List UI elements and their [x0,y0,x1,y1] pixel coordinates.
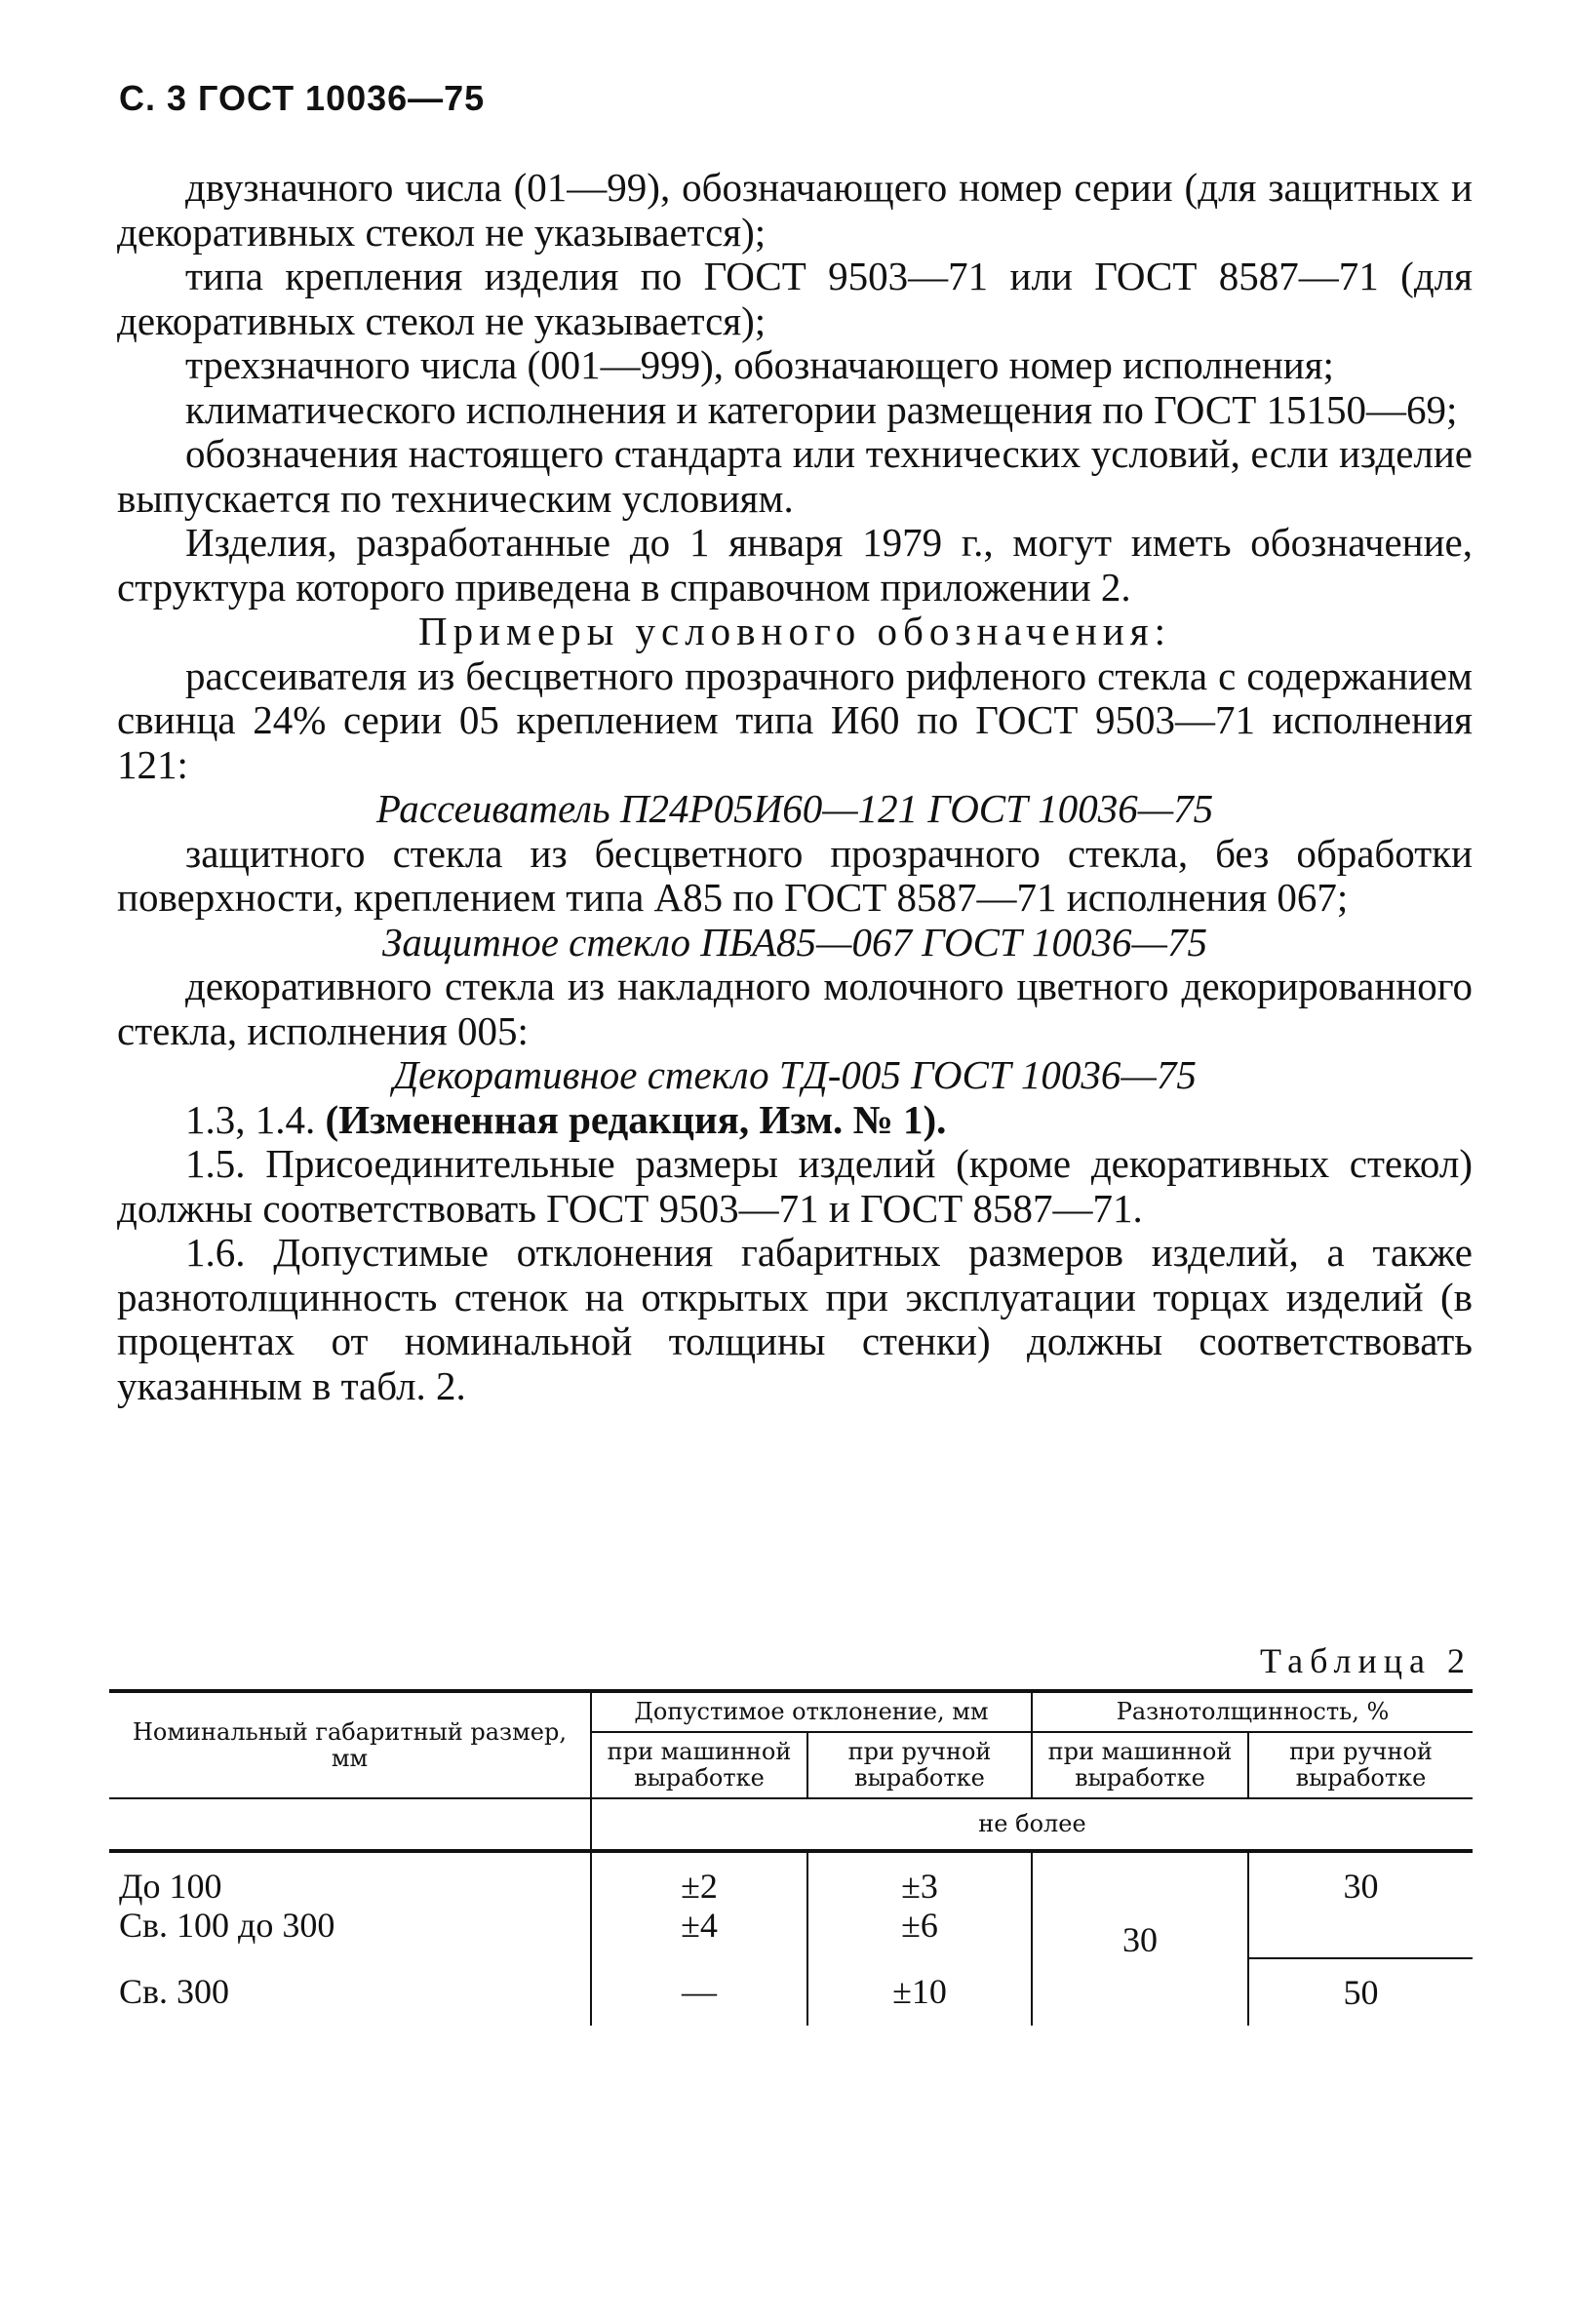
amendment-prefix: 1.3, 1.4. [185,1096,316,1142]
thick-manual-cell: 50 [1248,1958,1473,2026]
thick-manual-cell: 30 [1248,1851,1473,1958]
paragraph: трехзначного числа (001—999), обозначающего номер исполнения; [185,342,1334,387]
row-label: До 100 [119,1867,222,1906]
paragraph: климатического исполнения и категории размещения по ГОСТ 15150—69; [185,386,1458,432]
amendment-note [117,1098,1473,1143]
dev-manual-cell [807,1851,1032,1958]
clause-1-5: 1.5. Присоединительные размеры изделий (кроме декоративных стекол) должны соответствовать ГОСТ 9503—71 и ГОСТ 8587—71. [117,1141,1473,1231]
paragraph: Изделия, разработанные до 1 января 1979 г., могут иметь обозначение, структура которого приведена в справочном приложении 2. [117,520,1473,610]
example-text: декоративного стекла из накладного молочного цветного декорированного стекла, исполнения 005: [117,964,1473,1053]
example-text: защитного стекла из бесцветного прозрачного стекла, без обработки поверхности, креплением типа А85 по ГОСТ 8587—71 исполнения 067; [117,830,1473,920]
header-deviation: Допустимое отклонение, мм [591,1691,1032,1732]
value: ±6 [901,1906,938,1945]
table-row [109,1958,1473,2026]
header-machine: при машинной выработке [591,1732,807,1798]
header-empty [109,1798,591,1851]
row-labels [109,1851,591,1958]
header-manual: при ручной выработке [1248,1732,1473,1798]
header-machine: при машинной выработке [1032,1732,1248,1798]
example-designation: Защитное стекло ПБА85—067 ГОСТ 10036—75 [382,919,1207,965]
table-caption: Таблица 2 [1260,1641,1472,1680]
body-text [117,166,1473,1408]
page-header: С. 3 ГОСТ 10036—75 [119,78,486,118]
clause-1-6: 1.6. Допустимые отклонения габаритных размеров изделий, а также разнотолщинность стенок на открытых при эксплуатации торцах изделий (в процентах от номинальной толщины стенки) должны соответствовать указанным в табл. 2. [117,1230,1473,1408]
tolerance-table [109,1689,1473,2026]
header-nominal: Номинальный габаритный размер, мм [109,1691,591,1798]
paragraph: типа крепления изделия по ГОСТ 9503—71 или ГОСТ 8587—71 (для декоративных стекол не указывается); [117,254,1473,343]
dev-machine-cell [591,1851,807,1958]
value: ±2 [681,1867,718,1906]
example-designation: Рассеиватель П24Р05И60—121 ГОСТ 10036—75 [375,786,1214,831]
dev-manual-cell: ±10 [807,1958,1032,2026]
value: ±4 [681,1906,718,1945]
header-manual: при ручной выработке [807,1732,1032,1798]
header-not-more: не более [591,1798,1473,1851]
table-row [109,1851,1473,1958]
table-2 [109,1689,1473,2026]
paragraph: двузначного числа (01—99), обозначающего номер серии (для защитных и декоративных стекол не указывается); [117,165,1473,255]
amendment-bold: (Измененная редакция, Изм. № 1). [325,1096,947,1142]
paragraph: обозначения настоящего стандарта или технических условий, если изделие выпускается по техническим условиям. [117,431,1473,521]
examples-heading: Примеры условного обозначения: [418,609,1171,653]
header-thickness: Разнотолщинность, % [1032,1691,1473,1732]
thick-machine-cell: 30 [1032,1851,1248,2026]
value: ±3 [901,1867,938,1906]
row-label: Св. 300 [119,1972,230,2011]
example-text: рассеивателя из бесцветного прозрачного рифленого стекла с содержанием свинца 24% серии 05 креплением типа И60 по ГОСТ 9503—71 исполнения 121: [117,652,1473,787]
dev-machine-cell: — [591,1958,807,2026]
row-label: Св. 100 до 300 [119,1906,335,1945]
example-designation: Декоративное стекло ТД-005 ГОСТ 10036—75 [393,1052,1197,1097]
